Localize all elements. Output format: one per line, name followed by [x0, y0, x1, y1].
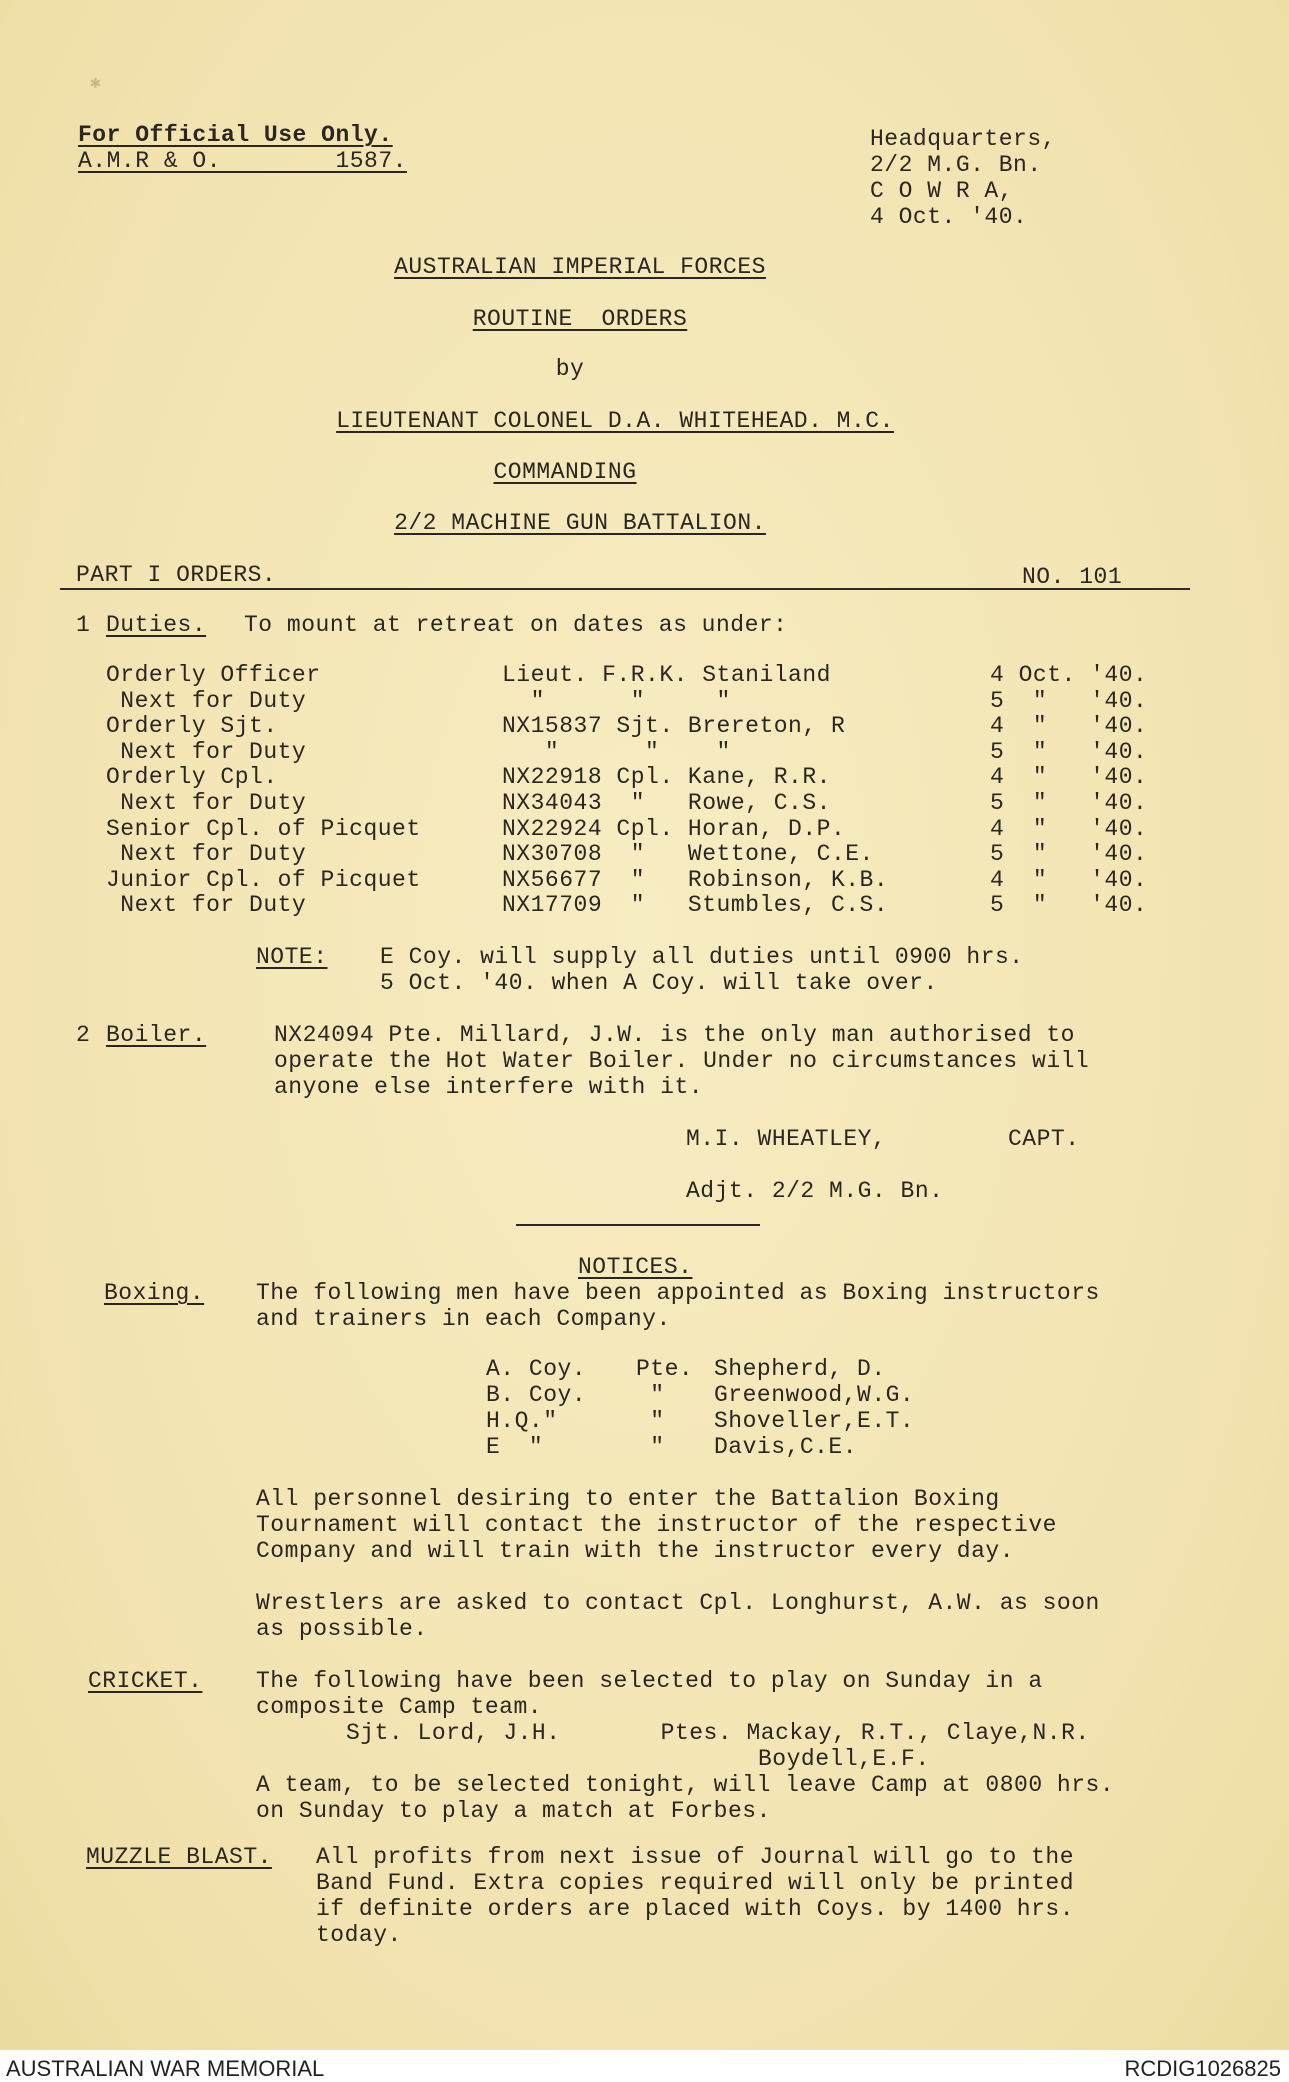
boiler-line: NX24094 Pte. Millard, J.W. is the only man authorised to — [274, 1022, 1075, 1048]
duty-date: 5 " '40. — [990, 739, 1148, 765]
duty-date: 5 " '40. — [990, 892, 1148, 918]
classification-line: For Official Use Only. — [78, 122, 393, 148]
boxing-para-line: All personnel desiring to enter the Battalion Boxing — [256, 1486, 1000, 1512]
duty-name: NX34043 " Rowe, C.S. — [502, 790, 831, 816]
duty-name: NX56677 " Robinson, K.B. — [502, 867, 889, 893]
cricket-line: composite Camp team. — [256, 1694, 543, 1720]
instructor-rank: " — [636, 1408, 665, 1434]
instructor-company: B. Coy. — [486, 1382, 587, 1408]
title-routine-orders: ROUTINE ORDERS — [472, 306, 688, 332]
section-number: 1 — [76, 612, 91, 638]
wrestlers-line: as possible. — [256, 1616, 428, 1642]
duty-role: Orderly Sjt. — [106, 713, 278, 739]
signatory-title: Adjt. 2/2 M.G. Bn. — [686, 1178, 944, 1204]
instructor-company: A. Coy. — [486, 1356, 587, 1382]
boxing-heading: Boxing. — [104, 1280, 205, 1306]
muzzle-line: today. — [316, 1922, 402, 1948]
duty-role: Next for Duty — [106, 790, 307, 816]
duty-name: NX22918 Cpl. Kane, R.R. — [502, 764, 831, 790]
muzzle-blast-heading: MUZZLE BLAST. — [86, 1844, 272, 1870]
cricket-players: Sjt. Lord, J.H. Ptes. Mackay, R.T., Claye,N.R. — [346, 1720, 1090, 1746]
duty-date: 4 " '40. — [990, 713, 1148, 739]
instructor-name: Davis,C.E. — [714, 1434, 858, 1460]
cricket-line: on Sunday to play a match at Forbes. — [256, 1798, 771, 1824]
muzzle-line: if definite orders are placed with Coys. by 1400 hrs. — [316, 1896, 1075, 1922]
duty-date: 5 " '40. — [990, 790, 1148, 816]
instructor-rank: Pte. — [636, 1356, 694, 1382]
duty-date: 4 " '40. — [990, 764, 1148, 790]
duty-date: 5 " '40. — [990, 841, 1148, 867]
cricket-line: A team, to be selected tonight, will leave Camp at 0800 hrs. — [256, 1772, 1115, 1798]
wrestlers-line: Wrestlers are asked to contact Cpl. Longhurst, A.W. as soon — [256, 1590, 1100, 1616]
boxing-para-line: Tournament will contact the instructor of the respective — [256, 1512, 1057, 1538]
hq-line: Headquarters, — [870, 126, 1056, 152]
duty-name: " " " — [502, 688, 731, 714]
boxing-line: and trainers in each Company. — [256, 1306, 671, 1332]
muzzle-line: All profits from next issue of Journal will go to the — [316, 1844, 1075, 1870]
reference-line: A.M.R & O. 1587. — [78, 148, 407, 174]
boiler-heading: Boiler. — [106, 1022, 207, 1048]
title-battalion: 2/2 MACHINE GUN BATTALION. — [394, 510, 766, 536]
footer-reference: RCDIG1026825 — [1124, 2056, 1281, 2081]
note-label: NOTE: — [256, 944, 328, 970]
instructor-company: E " — [486, 1434, 544, 1460]
title-forces: AUSTRALIAN IMPERIAL FORCES — [394, 254, 766, 280]
duty-role: Orderly Officer — [106, 662, 321, 688]
title-commander: LIEUTENANT COLONEL D.A. WHITEHEAD. M.C. — [336, 408, 894, 434]
duty-name: NX15837 Sjt. Brereton, R — [502, 713, 846, 739]
duty-date: 5 " '40. — [990, 688, 1148, 714]
instructor-name: Shepherd, D. — [714, 1356, 886, 1382]
duty-role: Next for Duty — [106, 841, 307, 867]
duty-name: " " " — [502, 739, 731, 765]
duty-date: 4 " '40. — [990, 816, 1148, 842]
signatory-rank: CAPT. — [1008, 1126, 1080, 1152]
duty-date: 4 " '40. — [990, 867, 1148, 893]
unit-line: 2/2 M.G. Bn. — [870, 152, 1042, 178]
duty-name: NX17709 " Stumbles, C.S. — [502, 892, 889, 918]
duty-role: Orderly Cpl. — [106, 764, 278, 790]
order-number: NO. 101 — [1022, 564, 1123, 590]
duty-name: NX22924 Cpl. Horan, D.P. — [502, 816, 846, 842]
instructor-rank: " — [636, 1434, 665, 1460]
duty-role: Next for Duty — [106, 892, 307, 918]
duty-name: Lieut. F.R.K. Staniland — [502, 662, 831, 688]
divider — [516, 1224, 760, 1226]
boxing-line: The following men have been appointed as Boxing instructors — [256, 1280, 1100, 1306]
duty-date: 4 Oct. '40. — [990, 662, 1148, 688]
instructor-name: Greenwood,W.G. — [714, 1382, 915, 1408]
duty-role: Junior Cpl. of Picquet — [106, 867, 421, 893]
notices-title: NOTICES. — [578, 1254, 693, 1280]
part-rule — [60, 588, 1190, 590]
instructor-company: H.Q." — [486, 1408, 558, 1434]
duties-intro: To mount at retreat on dates as under: — [244, 612, 788, 638]
instructor-name: Shoveller,E.T. — [714, 1408, 915, 1434]
duties-heading: Duties. — [106, 612, 207, 638]
footer-bar — [0, 2050, 1289, 2082]
boiler-line: operate the Hot Water Boiler. Under no circumstances will — [274, 1048, 1090, 1074]
duty-name: NX30708 " Wettone, C.E. — [502, 841, 874, 867]
cricket-players: Boydell,E.F. — [758, 1746, 930, 1772]
note-line: E Coy. will supply all duties until 0900 hrs. — [380, 944, 1024, 970]
muzzle-line: Band Fund. Extra copies required will only be printed — [316, 1870, 1075, 1896]
pin-hole-mark: ✱ — [90, 74, 101, 94]
boiler-line: anyone else interfere with it. — [274, 1074, 704, 1100]
title-commanding: COMMANDING — [493, 459, 637, 485]
date-line: 4 Oct. '40. — [870, 204, 1028, 230]
title-by: by — [555, 356, 585, 382]
cricket-heading: CRICKET. — [88, 1668, 203, 1694]
footer-institution: AUSTRALIAN WAR MEMORIAL — [6, 2056, 325, 2081]
duty-role: Next for Duty — [106, 739, 307, 765]
cricket-line: The following have been selected to play on Sunday in a — [256, 1668, 1043, 1694]
location-line: C O W R A, — [870, 178, 1014, 204]
duty-role: Senior Cpl. of Picquet — [106, 816, 421, 842]
instructor-rank: " — [636, 1382, 665, 1408]
duty-role: Next for Duty — [106, 688, 307, 714]
section-number: 2 — [76, 1022, 91, 1048]
signatory-name: M.I. WHEATLEY, — [686, 1126, 887, 1152]
part-label: PART I ORDERS. — [76, 562, 277, 588]
boxing-para-line: Company and will train with the instructor every day. — [256, 1538, 1015, 1564]
note-line: 5 Oct. '40. when A Coy. will take over. — [380, 970, 938, 996]
